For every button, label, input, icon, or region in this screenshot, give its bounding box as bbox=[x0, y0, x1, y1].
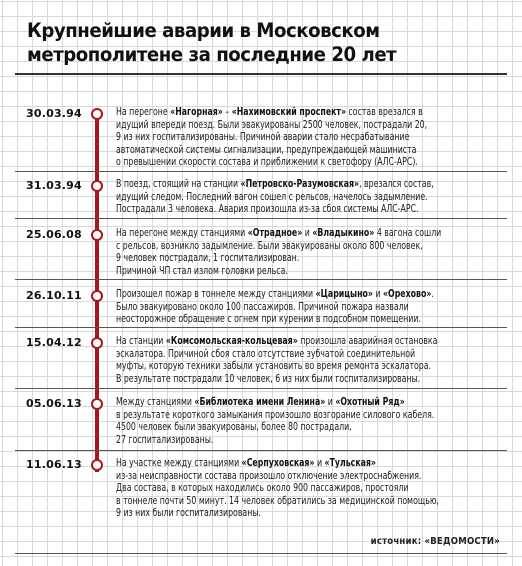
event-description bbox=[116, 457, 495, 520]
event-description bbox=[116, 106, 495, 169]
event-divider bbox=[15, 279, 507, 280]
timeline-dot-icon bbox=[91, 180, 103, 192]
event-date: 05.06.13 bbox=[26, 397, 82, 410]
timeline-dot-icon bbox=[91, 337, 103, 349]
station-name: «Царицыно» bbox=[315, 287, 373, 300]
event-line: идущий впереди поезд. Были эвакуированы 2500 человек, пострадали 20, bbox=[116, 117, 428, 131]
event-line: Причиной ЧП стал излом головки рельса. bbox=[116, 263, 288, 277]
event-description bbox=[116, 335, 495, 385]
event-divider bbox=[15, 450, 507, 451]
event-line: неосторожное обращение с огнем при курении в подсобном помещении. bbox=[116, 312, 421, 325]
event-divider bbox=[15, 171, 507, 172]
event-line: эскалатора. Причиной сбоя стало отсутствие зубчатой соединительной bbox=[116, 346, 416, 360]
station-name: «Отрадное» bbox=[247, 226, 303, 239]
event-line: 9 человек пострадали, 1 госпитализирован. bbox=[116, 251, 300, 264]
event-line: В результате пострадали 10 человек, 6 из них были госпитализированы. bbox=[116, 371, 421, 385]
event-line: Два состава, в которых находились около 900 пассажиров, простояли bbox=[116, 481, 409, 494]
station-name: «Нагорная» bbox=[170, 105, 223, 118]
event-line: В поезд, стоящий на станции «Петровско-Разумовская», врезался состав, bbox=[116, 177, 434, 190]
event-date: 25.06.08 bbox=[26, 228, 82, 241]
event-line: с рельсов, возникло задымление. Были эвакуированы около 800 человек, bbox=[116, 238, 423, 252]
timeline-dot-icon bbox=[91, 229, 103, 241]
timeline-dot-icon bbox=[91, 398, 103, 410]
event-line: муфты, которую техники забыли установить во время ремонта эскалатора. bbox=[116, 359, 432, 372]
timeline-dot-icon bbox=[91, 290, 103, 302]
event-date: 30.03.94 bbox=[26, 107, 82, 120]
event-line: Пострадали 3 человека. Авария произошла из-за сбоя системы АЛС-АРС. bbox=[116, 202, 419, 215]
timeline-dot-icon bbox=[91, 459, 103, 471]
station-name: «Серпуховская» bbox=[241, 456, 315, 469]
event-description bbox=[116, 288, 495, 326]
title-divider bbox=[15, 73, 507, 75]
event-date: 31.03.94 bbox=[26, 179, 82, 192]
event-line: На перегоне между станциями «Отрадное» и «Владыкино» 4 вагона сошли bbox=[116, 226, 442, 239]
event-divider bbox=[15, 327, 507, 328]
event-line: идущий следом. Последний вагон сошел с рельсов, начелось задымление. bbox=[116, 189, 428, 203]
event-line: 9 из них госпитализированы. Причиной аварии стало несрабатывание bbox=[116, 130, 410, 143]
event-date: 11.06.13 bbox=[26, 458, 82, 471]
event-line: Произошел пожар в тоннеле между станциями «Царицыно» и «Орехово». bbox=[116, 287, 434, 300]
event-description bbox=[116, 178, 495, 216]
event-line: На станции «Комсомольская-кольцевая» произошла аварийная остановка bbox=[116, 334, 438, 347]
title-line-2: метрополитене за последние 20 лет bbox=[27, 43, 397, 66]
event-line: Было эвакуировано около 100 пассажиров. Причиной пожара назвали bbox=[116, 299, 409, 313]
station-name: «Петровско-Разумовская» bbox=[240, 177, 360, 190]
event-line: 27 госпитализированы. bbox=[116, 432, 214, 446]
station-name: «Комсомольская-кольцевая» bbox=[165, 334, 298, 347]
event-line: о превышении скорости состава и приближении к светофору (АЛС-АРС). bbox=[116, 155, 418, 168]
station-name: «Нахимовский проспект» bbox=[231, 105, 347, 118]
event-line: из-за неисправности состава произошло отключение электроснабжения. bbox=[116, 468, 422, 482]
event-line: автоматической системы сигнализации, предупреждающей машиниста bbox=[116, 142, 417, 156]
event-line: 4500 человек были эвакуированы, более 80 пострадали, bbox=[116, 420, 352, 433]
event-line: 9 из них были госпитализированы. bbox=[116, 506, 261, 519]
title-line-1: Крупнейшие аварии в Московском bbox=[27, 19, 380, 42]
event-date: 26.10.11 bbox=[26, 289, 82, 302]
station-name: «Библиотека имени Ленина» bbox=[194, 395, 326, 408]
timeline-dot-icon bbox=[91, 108, 103, 120]
event-line: На перегоне «Нагорная» – «Нахимовский проспект» состав врезался в bbox=[116, 105, 423, 118]
event-description bbox=[116, 396, 495, 446]
event-line: Между станциями «Библиотека имени Ленина» и «Охотный Ряд» bbox=[116, 395, 405, 408]
event-divider bbox=[15, 388, 507, 389]
page-title bbox=[27, 19, 464, 67]
station-name: «Владыкино» bbox=[312, 226, 375, 239]
station-name: «Орехово» bbox=[383, 287, 432, 300]
event-date: 15.04.12 bbox=[26, 336, 82, 349]
station-name: «Тульская» bbox=[324, 456, 376, 469]
event-description bbox=[116, 227, 495, 277]
bottom-divider bbox=[15, 553, 507, 554]
event-line: На участке между станциями «Серпуховская» и «Тульская» bbox=[116, 456, 376, 469]
source-credit: источник: «ВЕДОМОСТИ» bbox=[370, 536, 500, 547]
event-line: в результате короткого замыкания произошло возгорание силового кабеля. bbox=[116, 407, 435, 421]
event-divider bbox=[15, 218, 507, 219]
event-line: в тоннеле почти 50 минут. 14 человек обратились за медицинской помощью, bbox=[116, 493, 439, 507]
station-name: «Охотный Ряд» bbox=[335, 395, 405, 408]
